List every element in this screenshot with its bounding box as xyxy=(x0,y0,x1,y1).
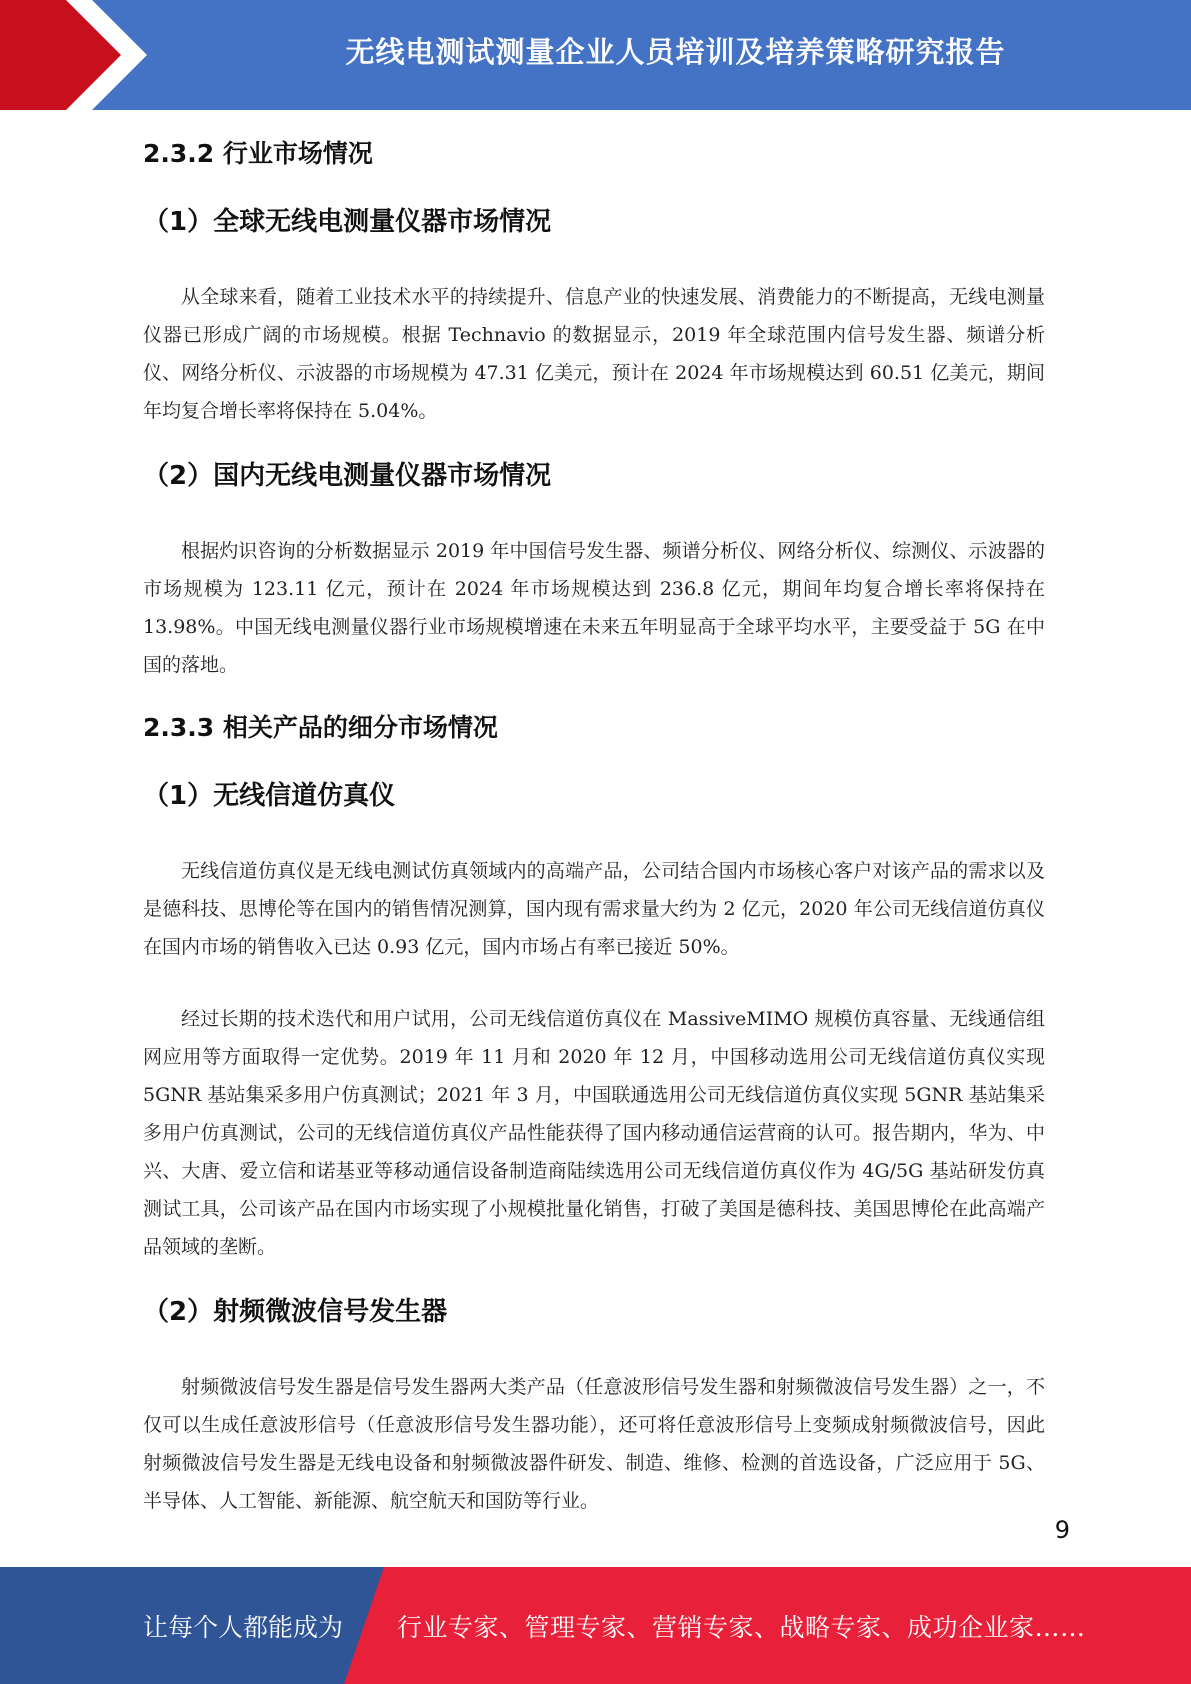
document-body xyxy=(143,118,1045,1520)
report-title: 无线电测试测量企业人员培训及培养策略研究报告 xyxy=(345,34,1006,69)
page-header xyxy=(0,0,1191,110)
paragraph-domestic-market: 根据灼识咨询的分析数据显示 2019 年中国信号发生器、频谱分析仪、网络分析仪、综测仪、示波器的市场规模为 123.11 亿元，预计在 2024 年市场规模达到 236.8 亿元，期间年均复合增长率将保持在 13.98%。中国无线电测量仪器行业市场规模增速在未来五年明显高于全球平均水平，主要受益于 5G 在中国的落地。 xyxy=(143,540,1045,676)
footer-slogan-lead: 让每个人都能成为 xyxy=(143,1612,344,1642)
subsection-heading-channel-emulator: （1）无线信道仿真仪 xyxy=(143,781,396,811)
paragraph-rf-signal-generator: 射频微波信号发生器是信号发生器两大类产品（任意波形信号发生器和射频微波信号发生器）之一，不仅可以生成任意波形信号（任意波形信号发生器功能），还可将任意波形信号上变频成射频微波信号，因此射频微波信号发生器是无线电设备和射频微波器件研发、制造、维修、检测的首选设备，广泛应用于 5G、半导体、人工智能、新能源、航空航天和国防等行业。 xyxy=(143,1376,1045,1512)
subsection-heading-global-market: （1）全球无线电测量仪器市场情况 xyxy=(143,207,552,237)
section-heading-2-3-3: 2.3.3 相关产品的细分市场情况 xyxy=(143,713,498,742)
paragraph-global-market: 从全球来看，随着工业技术水平的持续提升、信息产业的快速发展、消费能力的不断提高，无线电测量仪器已形成广阔的市场规模。根据 Technavio 的数据显示，2019 年全球范围内信号发生器、频谱分析仪、网络分析仪、示波器的市场规模为 47.31 亿美元，预计在 2024 年市场规模达到 60.51 亿美元，期间年均复合增长率将保持在 5.04%。 xyxy=(143,286,1045,422)
paragraph-channel-emulator-1: 无线信道仿真仪是无线电测试仿真领域内的高端产品，公司结合国内市场核心客户对该产品的需求以及是德科技、思博伦等在国内的销售情况测算，国内现有需求量大约为 2 亿元，2020 年公司无线信道仿真仪在国内市场的销售收入已达 0.93 亿元，国内市场占有率已接近 50%。 xyxy=(143,860,1045,958)
footer-slogan-roles: 行业专家、管理专家、营销专家、战略专家、成功企业家…… xyxy=(397,1612,1086,1642)
subsection-heading-domestic-market: （2）国内无线电测量仪器市场情况 xyxy=(143,461,552,491)
section-heading-2-3-2: 2.3.2 行业市场情况 xyxy=(143,139,373,168)
page-footer xyxy=(0,1567,1191,1684)
subsection-heading-rf-signal-generator: （2）射频微波信号发生器 xyxy=(143,1297,448,1327)
page-number: 9 xyxy=(1054,1516,1070,1544)
paragraph-channel-emulator-2: 经过长期的技术迭代和用户试用，公司无线信道仿真仪在 MassiveMIMO 规模仿真容量、无线通信组网应用等方面取得一定优势。2019 年 11 月和 2020 年 12 月，中国移动选用公司无线信道仿真仪实现 5GNR 基站集采多用户仿真测试；2021 年 3 月，中国联通选用公司无线信道仿真仪实现 5GNR 基站集采多用户仿真测试，公司的无线信道仿真仪产品性能获得了国内移动通信运营商的认可。报告期内，华为、中兴、大唐、爱立信和诺基亚等移动通信设备制造商陆续选用公司无线信道仿真仪作为 4G/5G 基站研发仿真测试工具，公司该产品在国内市场实现了小规模批量化销售，打破了美国是德科技、美国思博伦在此高端产品领域的垄断。 xyxy=(143,1008,1045,1258)
